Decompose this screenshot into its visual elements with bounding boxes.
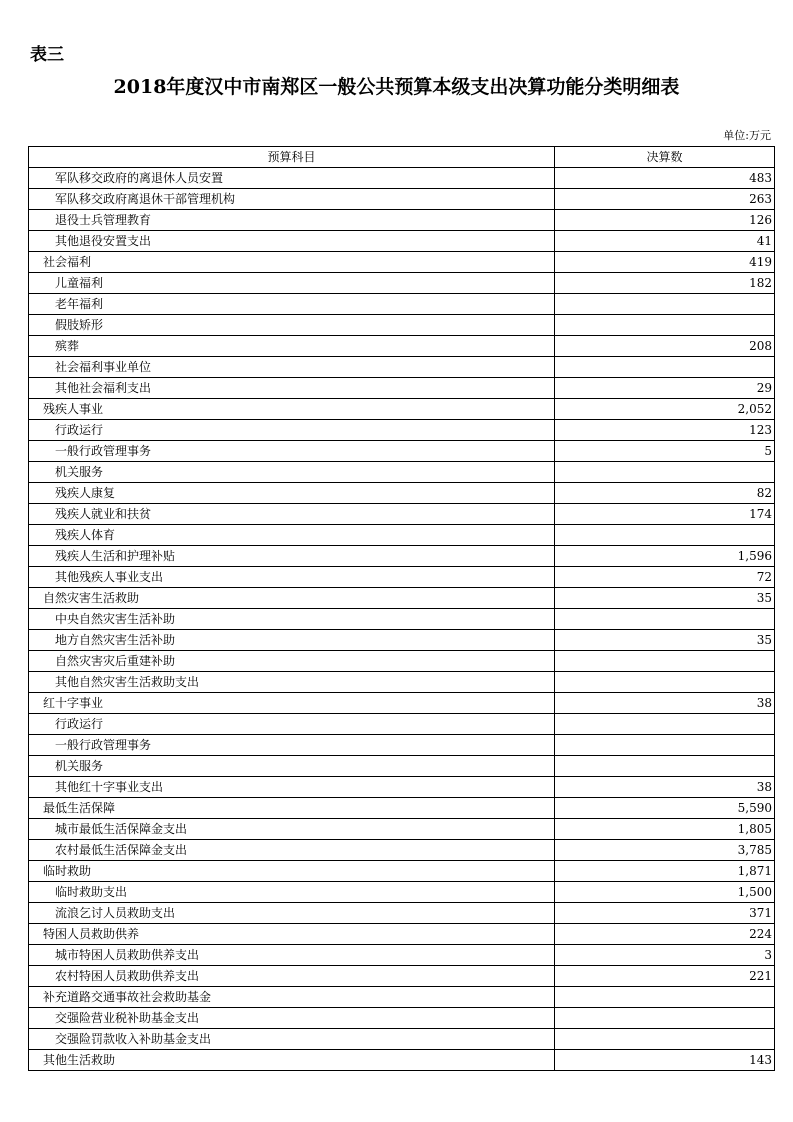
row-budget-item: 交强险营业税补助基金支出 [29,1008,555,1029]
table-row [29,966,775,987]
row-budget-item: 残疾人就业和扶贫 [29,504,555,525]
row-final-amount: 3 [555,945,775,966]
row-budget-item: 城市特困人员救助供养支出 [29,945,555,966]
table-row [29,567,775,588]
row-budget-item: 残疾人生活和护理补贴 [29,546,555,567]
table-row [29,840,775,861]
table-row [29,777,775,798]
row-budget-item: 其他残疾人事业支出 [29,567,555,588]
table-row [29,378,775,399]
table-row [29,819,775,840]
row-budget-item: 残疾人事业 [29,399,555,420]
row-budget-item: 自然灾害生活救助 [29,588,555,609]
row-final-amount [555,651,775,672]
row-budget-item: 农村最低生活保障金支出 [29,840,555,861]
table-row [29,315,775,336]
row-budget-item: 行政运行 [29,714,555,735]
table-row [29,1050,775,1071]
row-final-amount: 35 [555,630,775,651]
row-budget-item: 自然灾害灾后重建补助 [29,651,555,672]
row-final-amount: 38 [555,777,775,798]
table-row [29,861,775,882]
row-final-amount: 1,871 [555,861,775,882]
row-final-amount: 126 [555,210,775,231]
row-final-amount: 224 [555,924,775,945]
table-row [29,441,775,462]
table-row [29,336,775,357]
row-budget-item: 假肢矫形 [29,315,555,336]
row-final-amount: 82 [555,483,775,504]
row-budget-item: 其他红十字事业支出 [29,777,555,798]
row-budget-item: 机关服务 [29,756,555,777]
row-final-amount: 221 [555,966,775,987]
row-budget-item: 社会福利 [29,252,555,273]
table-row [29,504,775,525]
table-row [29,693,775,714]
row-final-amount: 263 [555,189,775,210]
page-title: 2018年度汉中市南郑区一般公共预算本级支出决算功能分类明细表 [113,76,680,98]
row-budget-item: 军队移交政府离退休干部管理机构 [29,189,555,210]
row-final-amount [555,714,775,735]
row-budget-item: 一般行政管理事务 [29,735,555,756]
table-row [29,651,775,672]
row-final-amount: 182 [555,273,775,294]
table-row [29,609,775,630]
header-budget-item: 预算科目 [29,147,555,168]
row-budget-item: 临时救助支出 [29,882,555,903]
row-budget-item: 红十字事业 [29,693,555,714]
table-row [29,294,775,315]
row-final-amount: 5 [555,441,775,462]
row-final-amount [555,462,775,483]
row-final-amount [555,1008,775,1029]
table-row [29,798,775,819]
row-final-amount [555,987,775,1008]
row-final-amount: 208 [555,336,775,357]
table-row [29,630,775,651]
table-row [29,903,775,924]
row-final-amount [555,1029,775,1050]
row-budget-item: 其他退役安置支出 [29,231,555,252]
table-row [29,189,775,210]
row-budget-item: 一般行政管理事务 [29,441,555,462]
row-budget-item: 残疾人康复 [29,483,555,504]
table-row [29,357,775,378]
table-header-row [29,147,775,168]
table-row [29,945,775,966]
row-budget-item: 中央自然灾害生活补助 [29,609,555,630]
row-final-amount [555,357,775,378]
table-row [29,273,775,294]
row-budget-item: 城市最低生活保障金支出 [29,819,555,840]
table-row [29,210,775,231]
table-body [29,168,775,1071]
row-final-amount [555,294,775,315]
row-final-amount: 5,590 [555,798,775,819]
table-row [29,420,775,441]
expenditure-table [28,146,775,1071]
row-final-amount: 419 [555,252,775,273]
table-row [29,987,775,1008]
table-row [29,525,775,546]
table-row [29,168,775,189]
table-row [29,756,775,777]
row-final-amount: 1,500 [555,882,775,903]
row-budget-item: 退役士兵管理教育 [29,210,555,231]
row-final-amount: 123 [555,420,775,441]
row-final-amount: 41 [555,231,775,252]
table-row [29,1008,775,1029]
row-budget-item: 最低生活保障 [29,798,555,819]
row-final-amount [555,609,775,630]
table-row [29,588,775,609]
row-final-amount: 29 [555,378,775,399]
table-label: 表三 [30,45,64,65]
row-budget-item: 交强险罚款收入补助基金支出 [29,1029,555,1050]
row-budget-item: 殡葬 [29,336,555,357]
row-final-amount: 143 [555,1050,775,1071]
row-final-amount: 1,596 [555,546,775,567]
row-budget-item: 其他社会福利支出 [29,378,555,399]
table-row [29,1029,775,1050]
table-row [29,252,775,273]
row-final-amount: 371 [555,903,775,924]
row-budget-item: 地方自然灾害生活补助 [29,630,555,651]
row-budget-item: 流浪乞讨人员救助支出 [29,903,555,924]
row-budget-item: 特困人员救助供养 [29,924,555,945]
row-final-amount [555,735,775,756]
table-row [29,483,775,504]
table-row [29,462,775,483]
row-final-amount: 72 [555,567,775,588]
row-final-amount: 2,052 [555,399,775,420]
row-final-amount [555,315,775,336]
unit-label: 单位:万元 [723,129,771,142]
row-final-amount [555,525,775,546]
row-final-amount: 3,785 [555,840,775,861]
table-row [29,714,775,735]
row-final-amount: 38 [555,693,775,714]
row-budget-item: 补充道路交通事故社会救助基金 [29,987,555,1008]
row-final-amount [555,756,775,777]
row-final-amount: 483 [555,168,775,189]
row-budget-item: 儿童福利 [29,273,555,294]
row-budget-item: 军队移交政府的离退休人员安置 [29,168,555,189]
row-budget-item: 农村特困人员救助供养支出 [29,966,555,987]
row-budget-item: 临时救助 [29,861,555,882]
table-row [29,546,775,567]
row-budget-item: 老年福利 [29,294,555,315]
row-budget-item: 其他生活救助 [29,1050,555,1071]
row-budget-item: 行政运行 [29,420,555,441]
row-budget-item: 残疾人体育 [29,525,555,546]
table-row [29,882,775,903]
table-row [29,231,775,252]
row-final-amount: 174 [555,504,775,525]
row-final-amount: 35 [555,588,775,609]
row-final-amount [555,672,775,693]
row-budget-item: 其他自然灾害生活救助支出 [29,672,555,693]
table-row [29,735,775,756]
row-budget-item: 社会福利事业单位 [29,357,555,378]
row-budget-item: 机关服务 [29,462,555,483]
table-row [29,672,775,693]
header-final-amount: 决算数 [555,147,775,168]
table-row [29,924,775,945]
row-final-amount: 1,805 [555,819,775,840]
table-row [29,399,775,420]
